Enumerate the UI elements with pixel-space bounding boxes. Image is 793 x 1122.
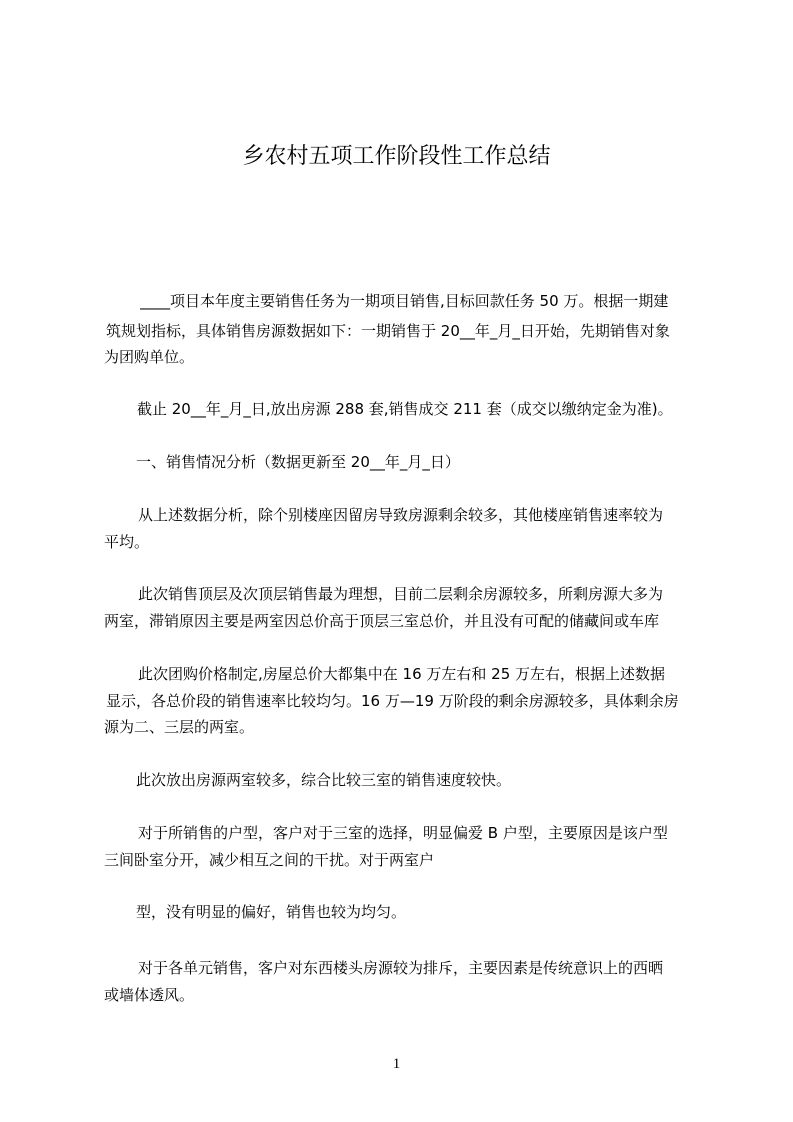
paragraph-6-line-2: 显示，各总价段的销售速率比较均匀。16 万—19 万阶段的剩余房源较多，具体剩余房: [106, 692, 679, 710]
paragraph-1-line-3: 为团购单位。: [104, 348, 195, 366]
paragraph-10-line-2: 或墙体透风。: [104, 986, 195, 1004]
document-title: 乡农村五项工作阶段性工作总结: [242, 144, 551, 169]
paragraph-8-line-1: 对于所销售的户型，客户对于三室的选择，明显偏爱 B 户型，主要原因是该户型: [138, 824, 668, 842]
page-number: 1: [392, 1056, 401, 1072]
paragraph-7-line-1: 此次放出房源两室较多，综合比较三室的销售速度较快。: [136, 771, 512, 789]
paragraph-5-line-2: 两室，滞销原因主要是两室因总价高于顶层三室总价，并且没有可配的储藏间或车库: [104, 612, 660, 630]
paragraph-2-line-1: 截止 20__年_月_日,放出房源 288 套,销售成交 211 套（成交以缴纳定金为准)。: [137, 400, 673, 418]
paragraph-4-line-2: 平均。: [104, 533, 150, 551]
section-heading-sales-analysis: 一、销售情况分析（数据更新至 20__年_月_日）: [136, 453, 460, 471]
paragraph-6-line-3: 源为二、三层的两室。: [104, 718, 255, 736]
paragraph-6-line-1: 此次团购价格制定,房屋总价大都集中在 16 万左右和 25 万左右，根据上述数据: [138, 665, 666, 683]
paragraph-1-line-1: ____项目本年度主要销售任务为一期项目销售,目标回款任务 50 万。根据一期建: [140, 292, 669, 310]
paragraph-1-line-2: 筑规划指标，具体销售房源数据如下：一期销售于 20__年_月_日开始，先期销售对象: [106, 322, 670, 340]
paragraph-8-line-2: 三间卧室分开，减少相互之间的干扰。对于两室户: [104, 851, 435, 869]
paragraph-5-line-1: 此次销售顶层及次顶层销售最为理想，目前二层剩余房源较多，所剩房源大多为: [138, 585, 664, 603]
paragraph-4-line-1: 从上述数据分析，除个别楼座因留房导致房源剩余较多，其他楼座销售速率较为: [138, 506, 664, 524]
paragraph-10-line-1: 对于各单元销售，客户对东西楼头房源较为排斥，主要因素是传统意识上的西晒: [138, 959, 664, 977]
paragraph-9-line-1: 型，没有明显的偏好，销售也较为均匀。: [136, 903, 407, 921]
